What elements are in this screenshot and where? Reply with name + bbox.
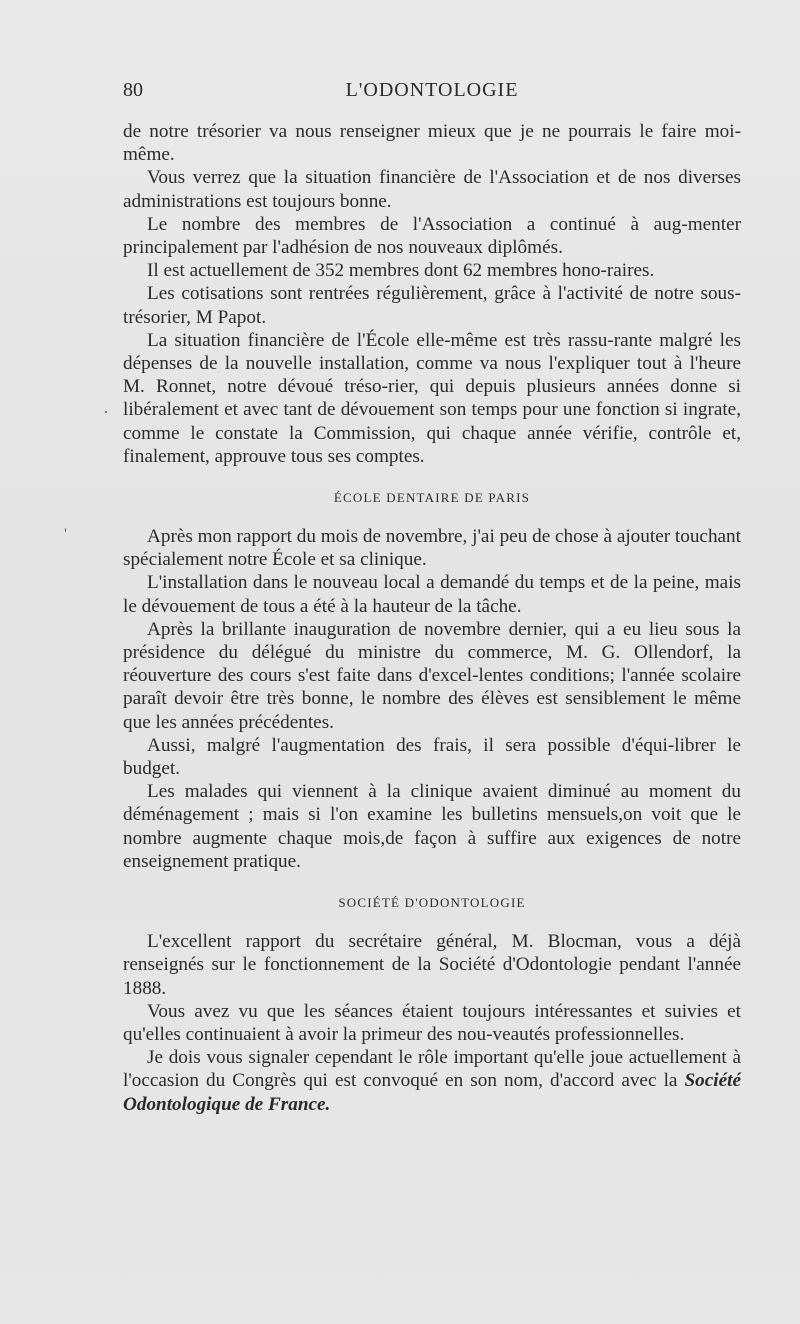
societe-odontologique-de-france-italic: Société Odontologique de France. xyxy=(123,1070,741,1115)
paragraph-1: de notre trésorier va nous renseigner mieux que je ne pourrais le faire moi-même. xyxy=(123,121,741,166)
section-1-paragraph-5: Les malades qui viennent à la clinique avaient diminué au moment du déménagement ; mais si l'on examine les bulletins mensuels,on voit que le nombre augmente chaque mois,de façon à suffire aux exigences de notre enseignement pratique. xyxy=(123,781,741,872)
page-tick-mark: ' xyxy=(64,526,67,543)
section-1-paragraph-3: Après la brillante inauguration de novembre dernier, qui a eu lieu sous la présidence du délégué du ministre du commerce, M. G. Ollendorf, la réouverture des cours s'est faite dans d'excel-lentes conditions; l'année scolaire paraît devoir être très bonne, le nombre des élèves est sensiblement le même que les années précédentes. xyxy=(123,618,741,733)
section-2-paragraph-2: Vous avez vu que les séances étaient toujours intéressantes et suivies et qu'elles continuaient à avoir la primeur des nou-veautés professionnelles. xyxy=(123,1000,741,1045)
paragraph-2: Vous verrez que la situation financière de l'Association et de nos diverses administrations est toujours bonne. xyxy=(123,167,741,212)
main-content xyxy=(123,120,741,1160)
paragraph-5: Les cotisations sont rentrées régulièrement, grâce à l'activité de notre sous-trésorier, M Papot. xyxy=(123,283,741,328)
paragraph-3: Le nombre des membres de l'Association a continué à aug-menter principalement par l'adhésion de nos nouveaux diplômés. xyxy=(123,213,741,259)
page-header xyxy=(123,76,741,104)
section-heading-societe-odontologie: SOCIÉTÉ D'ODONTOLOGIE xyxy=(338,895,526,911)
section-heading-ecole-dentaire: ÉCOLE DENTAIRE DE PARIS xyxy=(333,490,531,506)
section-1-paragraph-1: Après mon rapport du mois de novembre, j'ai peu de chose à ajouter touchant spécialement notre École et sa clinique. xyxy=(123,526,741,571)
section-2-paragraph-1: L'excellent rapport du secrétaire général, M. Blocman, vous a déjà renseignés sur le fonctionnement de la Société d'Odontologie pendant l'année 1888. xyxy=(123,931,741,999)
section-1-paragraph-2: L'installation dans le nouveau local a demandé du temps et de la peine, mais le dévouement de tous a été à la hauteur de la tâche. xyxy=(123,572,741,617)
section-2-paragraph-3 xyxy=(123,1046,741,1116)
page-number: 80 xyxy=(123,79,143,101)
page-bullet-mark: · xyxy=(103,402,109,422)
paragraph-6: La situation financière de l'École elle-même est très rassu-rante malgré les dépenses de la nouvelle installation, comme va nous l'expliquer tout à l'heure M. Ronnet, notre dévoué tréso-rier, qui depuis plusieurs années donne si libéralement et avec tant de dévouement son temps pour une fonction si ingrate, comme le constate la Commission, qui chaque année vérifie, contrôle et, finalement, approuve tous ses comptes. xyxy=(123,329,741,467)
running-title: L'ODONTOLOGIE xyxy=(345,79,519,101)
paragraph-4: Il est actuellement de 352 membres dont 62 membres hono-raires. xyxy=(147,260,655,282)
section-2-paragraph-3-text: Je dois vous signaler cependant le rôle important qu'elle joue actuellement à l'occasion du Congrès qui est convoqué en son nom, d'accord avec la xyxy=(123,1047,741,1092)
section-1-paragraph-4: Aussi, malgré l'augmentation des frais, il sera possible d'équi-librer le budget. xyxy=(123,734,741,780)
